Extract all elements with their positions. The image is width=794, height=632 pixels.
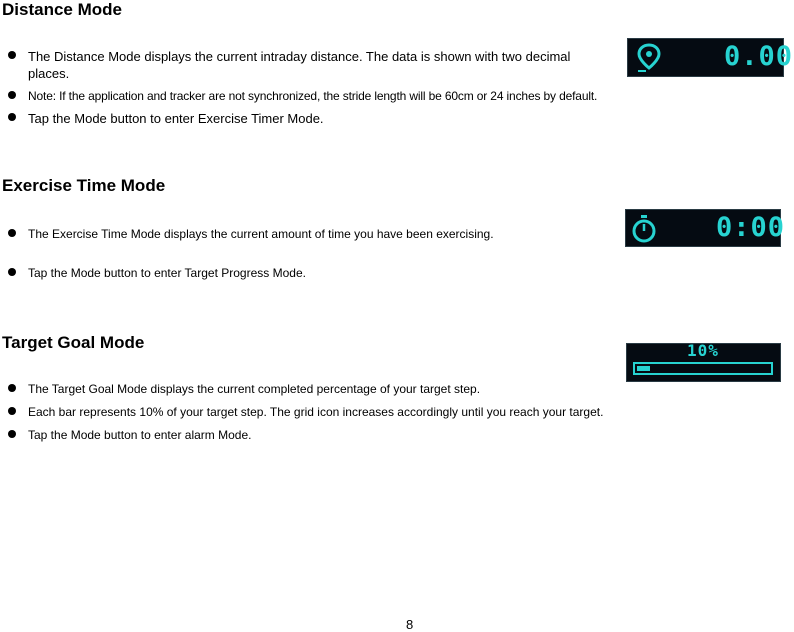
location-pin-icon (636, 43, 662, 73)
bullet-icon (8, 430, 16, 438)
target-goal-percentage: 10% (687, 341, 719, 360)
list-item: The Target Goal Mode displays the current completed percentage of your target step. (8, 381, 608, 398)
progress-bar-fill (637, 366, 650, 371)
list-item: Each bar represents 10% of your target step. The grid icon increases accordingly until you reach your target. (8, 404, 788, 421)
list-item: Tap the Mode button to enter alarm Mode. (8, 427, 608, 444)
distance-display (627, 38, 794, 77)
page-number: 8 (406, 617, 414, 632)
list-item: The Exercise Time Mode displays the current amount of time you have been exercising. (8, 226, 568, 243)
list-item: Tap the Mode button to enter Target Progress Mode. (8, 265, 568, 282)
section-title-exercise-time-mode: Exercise Time Mode (2, 176, 166, 195)
bullet-icon (8, 113, 16, 121)
bullet-icon (8, 91, 16, 99)
bullet-icon (8, 51, 16, 59)
stopwatch-icon (630, 214, 658, 244)
exercise-time-value: 0:00 (716, 212, 786, 243)
list-item: Note: If the application and tracker are not synchronized, the stride length will be 60cm or 24 inches by default. (8, 88, 794, 105)
exercise-time-display (625, 209, 786, 247)
target-goal-display (626, 343, 781, 382)
distance-value: 0.00 (724, 41, 794, 72)
section-title-distance-mode: Distance Mode (2, 0, 122, 19)
bullet-icon (8, 407, 16, 415)
bullet-icon (8, 384, 16, 392)
progress-bar (633, 362, 773, 375)
section-title-target-goal-mode: Target Goal Mode (2, 333, 145, 352)
bullet-icon (8, 229, 16, 237)
list-item: Tap the Mode button to enter Exercise Timer Mode. (8, 110, 588, 127)
list-item: The Distance Mode displays the current intraday distance. The data is shown with two decimal places. (8, 48, 588, 82)
bullet-icon (8, 268, 16, 276)
